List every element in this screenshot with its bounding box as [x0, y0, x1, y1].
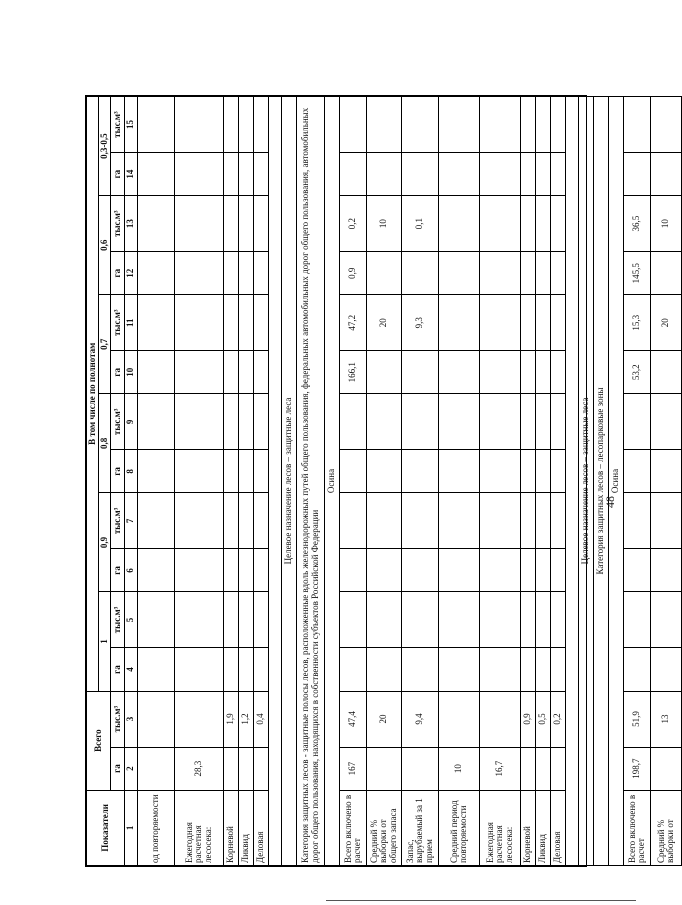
table-cell — [521, 549, 536, 592]
table-cell — [340, 394, 367, 450]
table-cell: 16,7 — [480, 747, 521, 790]
table-cell — [239, 450, 254, 493]
table-cell — [175, 97, 224, 153]
table-cell — [254, 351, 269, 394]
column-number: 10 — [125, 351, 138, 394]
table-cell — [480, 295, 521, 351]
column-number: 9 — [125, 394, 138, 450]
table-cell: 0,5 — [536, 691, 551, 747]
table-cell — [624, 97, 651, 153]
table-cell — [138, 97, 175, 153]
table-cell — [239, 747, 254, 790]
table-cell — [480, 592, 521, 648]
bottom-edge-line — [326, 900, 636, 901]
table-cell — [551, 196, 566, 252]
section-category: Категория защитных лесов – лесопарковые зоны — [594, 97, 609, 866]
table-cell — [439, 450, 480, 493]
table-cell — [439, 592, 480, 648]
table-cell — [480, 394, 521, 450]
table-cell — [536, 196, 551, 252]
table-cell — [536, 648, 551, 691]
column-number: 15 — [125, 97, 138, 153]
table-cell — [439, 196, 480, 252]
table-cell: 47,2 — [340, 295, 367, 351]
table-cell — [239, 196, 254, 252]
table-cell — [624, 648, 651, 691]
table-row — [521, 97, 536, 866]
table-cell — [480, 493, 521, 549]
table-cell — [254, 295, 269, 351]
table-cell — [138, 196, 175, 252]
row-label: Деловая — [551, 790, 566, 865]
column-number: 14 — [125, 153, 138, 196]
row-label: Ежегодная расчетная лесосека: — [480, 790, 521, 865]
section-row — [282, 97, 297, 866]
table-cell — [624, 549, 651, 592]
column-number: 7 — [125, 493, 138, 549]
section-row — [297, 97, 325, 866]
table-cell — [439, 648, 480, 691]
header-density-07: 0,7 — [99, 295, 111, 394]
table-cell — [439, 394, 480, 450]
table-cell — [175, 592, 224, 648]
table-cell — [138, 153, 175, 196]
table-cell — [175, 648, 224, 691]
blank-row — [566, 97, 579, 866]
table-cell — [138, 493, 175, 549]
table-cell — [521, 450, 536, 493]
table-cell — [521, 351, 536, 394]
table-cell — [224, 295, 239, 351]
table-cell — [239, 648, 254, 691]
table-cell — [480, 196, 521, 252]
table-cell — [239, 252, 254, 295]
table-cell — [224, 394, 239, 450]
table-cell — [224, 351, 239, 394]
table-cell — [224, 450, 239, 493]
table-cell: 1,2 — [239, 691, 254, 747]
table-cell — [224, 97, 239, 153]
table-cell — [480, 97, 521, 153]
unit-m3: тыс.м³ — [111, 493, 125, 549]
unit-m3: тыс.м³ — [111, 295, 125, 351]
table-cell: 0,9 — [340, 252, 367, 295]
table-cell — [624, 153, 651, 196]
table-cell — [551, 747, 566, 790]
table-cell — [480, 648, 521, 691]
table-cell — [402, 747, 439, 790]
table-cell: 1,9 — [224, 691, 239, 747]
table-cell — [402, 648, 439, 691]
table-cell — [480, 252, 521, 295]
table-cell — [367, 252, 402, 295]
table-cell — [480, 691, 521, 747]
row-label: Ликвид — [536, 790, 551, 865]
unit-m3: тыс.м³ — [111, 394, 125, 450]
table-cell — [521, 153, 536, 196]
table-cell — [340, 97, 367, 153]
table-cell — [367, 394, 402, 450]
column-number: 3 — [125, 691, 138, 747]
table-cell — [239, 592, 254, 648]
table-cell — [138, 592, 175, 648]
table-cell — [402, 592, 439, 648]
table-row — [138, 97, 175, 866]
species-heading: Осина — [325, 97, 340, 866]
table-cell — [224, 252, 239, 295]
table-cell: 53,2 — [624, 351, 651, 394]
section-row — [609, 97, 624, 866]
header-density-06: 0,6 — [99, 196, 111, 295]
table-cell — [551, 394, 566, 450]
table-cell: 145,5 — [624, 252, 651, 295]
table-cell — [367, 592, 402, 648]
table-cell — [340, 153, 367, 196]
table-cell: 47,4 — [340, 691, 367, 747]
forest-calculation-table — [86, 96, 682, 866]
table-cell — [536, 592, 551, 648]
table-cell — [402, 394, 439, 450]
column-number: 6 — [125, 549, 138, 592]
table-cell: 10 — [651, 196, 682, 252]
table-cell — [224, 648, 239, 691]
row-label: Запас, вырубаемый за 1 прием — [402, 790, 439, 865]
header-density-08: 0,8 — [99, 394, 111, 493]
table-cell — [439, 493, 480, 549]
column-number: 1 — [125, 790, 138, 865]
row-label: Средний период повторяемости — [439, 790, 480, 865]
column-number: 8 — [125, 450, 138, 493]
table-cell — [439, 97, 480, 153]
table-cell — [536, 493, 551, 549]
table-cell — [536, 394, 551, 450]
table-row — [340, 97, 367, 866]
table-cell — [521, 196, 536, 252]
table-cell: 0,4 — [254, 691, 269, 747]
table-cell — [175, 295, 224, 351]
table-row — [175, 97, 224, 866]
table-cell — [402, 351, 439, 394]
table-cell — [224, 747, 239, 790]
table-cell — [521, 295, 536, 351]
table-cell — [521, 648, 536, 691]
blank-row — [269, 97, 282, 866]
table-cell — [340, 493, 367, 549]
header-density-09: 0,9 — [99, 493, 111, 592]
table-cell: 36,5 — [624, 196, 651, 252]
table-cell — [551, 648, 566, 691]
table-cell: 20 — [367, 295, 402, 351]
row-label: Деловая — [254, 790, 269, 865]
unit-ha: га — [111, 648, 125, 691]
table-cell — [138, 450, 175, 493]
table-cell — [536, 351, 551, 394]
table-cell — [239, 153, 254, 196]
table-cell — [551, 153, 566, 196]
table-cell: 28,3 — [175, 747, 224, 790]
table-cell — [175, 549, 224, 592]
table-cell — [367, 747, 402, 790]
table-row — [224, 97, 239, 866]
table-cell — [367, 450, 402, 493]
table-cell — [138, 648, 175, 691]
table-cell — [651, 351, 682, 394]
table-cell: 9,4 — [402, 691, 439, 747]
table-cell — [138, 691, 175, 747]
table-row — [254, 97, 269, 866]
table-cell: 0,2 — [340, 196, 367, 252]
table-cell — [224, 592, 239, 648]
table-cell: 20 — [651, 295, 682, 351]
table-cell — [536, 450, 551, 493]
table-cell — [439, 691, 480, 747]
table-row — [367, 97, 402, 866]
table-cell — [254, 252, 269, 295]
table-cell — [480, 153, 521, 196]
table-cell — [254, 747, 269, 790]
table-cell — [521, 97, 536, 153]
table-cell — [551, 549, 566, 592]
table-cell — [536, 549, 551, 592]
table-row — [480, 97, 521, 866]
table-cell: 166,1 — [340, 351, 367, 394]
table-cell — [340, 592, 367, 648]
table-cell — [254, 394, 269, 450]
table-cell — [254, 196, 269, 252]
blank-cell — [269, 97, 282, 866]
table-cell — [480, 549, 521, 592]
table-cell — [254, 549, 269, 592]
species-heading: Осина — [609, 97, 624, 866]
unit-ha: га — [111, 153, 125, 196]
section-category: Категория защитных лесов - защитные полосы лесов, расположенные вдоль железнодорожных путей общего пользования, федеральных автомобильных дорог общего пользования, автомобильных дорог общего пользования, находящихся в собственности субъектов Российской Федерации — [297, 97, 325, 866]
table-cell — [521, 592, 536, 648]
table-cell — [254, 97, 269, 153]
table-row — [402, 97, 439, 866]
blank-cell — [566, 97, 579, 866]
column-number: 11 — [125, 295, 138, 351]
table-cell — [138, 747, 175, 790]
table-cell — [254, 592, 269, 648]
table-cell — [254, 648, 269, 691]
table-cell — [175, 196, 224, 252]
table-cell — [521, 252, 536, 295]
table-row — [239, 97, 254, 866]
unit-m3: тыс.м³ — [111, 97, 125, 153]
table-cell: 10 — [439, 747, 480, 790]
table-cell — [402, 450, 439, 493]
table-cell — [439, 295, 480, 351]
table-cell: 167 — [340, 747, 367, 790]
table-cell — [254, 450, 269, 493]
table-cell — [402, 153, 439, 196]
unit-m3: тыс.м³ — [111, 196, 125, 252]
unit-ha: га — [111, 450, 125, 493]
table-cell — [175, 153, 224, 196]
table-cell — [402, 97, 439, 153]
table-cell — [651, 252, 682, 295]
row-label: Средний % выборки от — [651, 790, 682, 865]
row-label: Корневой — [224, 790, 239, 865]
table-cell — [521, 747, 536, 790]
table-cell — [651, 450, 682, 493]
table-row — [439, 97, 480, 866]
table-cell — [340, 450, 367, 493]
table-cell — [402, 252, 439, 295]
page-number: 48 — [603, 496, 617, 508]
table-cell: 13 — [651, 691, 682, 747]
table-cell — [551, 351, 566, 394]
unit-ha: га — [111, 351, 125, 394]
table-cell — [340, 549, 367, 592]
header-density-1: 1 — [99, 592, 111, 691]
table-cell — [480, 351, 521, 394]
header-indicators: Показатели — [87, 790, 125, 865]
table-cell — [536, 153, 551, 196]
section-purpose: Целевое назначение лесов – защитные леса — [579, 97, 594, 866]
table-cell — [521, 493, 536, 549]
table-cell — [175, 252, 224, 295]
table-cell — [175, 450, 224, 493]
table-cell — [624, 592, 651, 648]
table-row — [651, 97, 682, 866]
unit-ha: га — [111, 747, 125, 790]
table-cell: 51,9 — [624, 691, 651, 747]
table-cell: 15,3 — [624, 295, 651, 351]
table-cell — [138, 252, 175, 295]
table-cell — [367, 648, 402, 691]
table-cell — [624, 493, 651, 549]
table-cell — [138, 351, 175, 394]
header-density-03-05: 0,3-0,5 — [99, 97, 111, 196]
table-cell — [651, 153, 682, 196]
table-cell — [551, 97, 566, 153]
section-row — [579, 97, 594, 866]
row-label: Корневой — [521, 790, 536, 865]
table-cell — [254, 153, 269, 196]
table-cell — [402, 549, 439, 592]
row-label: Ликвид — [239, 790, 254, 865]
table-cell — [624, 450, 651, 493]
column-number: 5 — [125, 592, 138, 648]
table-cell — [367, 153, 402, 196]
table-cell — [439, 153, 480, 196]
table-cell — [175, 493, 224, 549]
table-cell — [402, 493, 439, 549]
table-cell — [254, 493, 269, 549]
table-cell — [651, 549, 682, 592]
table-cell — [239, 394, 254, 450]
table-cell — [239, 351, 254, 394]
row-label: Всего включено в расчет — [340, 790, 367, 865]
row-label: Средний % выборки от общего запаса — [367, 790, 402, 865]
table-cell — [536, 747, 551, 790]
table-cell — [624, 394, 651, 450]
table-cell: 20 — [367, 691, 402, 747]
table-cell — [224, 196, 239, 252]
table-cell — [536, 295, 551, 351]
table-cell: 0,9 — [521, 691, 536, 747]
table-cell — [175, 394, 224, 450]
table-cell — [340, 648, 367, 691]
header-incl-density: В том числе по полнотам — [87, 97, 99, 692]
table-cell: 9,3 — [402, 295, 439, 351]
table-cell — [521, 394, 536, 450]
unit-m3: тыс.м³ — [111, 691, 125, 747]
table-cell — [239, 493, 254, 549]
table-cell — [175, 691, 224, 747]
table-cell — [239, 549, 254, 592]
header-total: Всего — [87, 691, 111, 790]
table-cell — [138, 295, 175, 351]
table-cell — [224, 549, 239, 592]
column-number: 2 — [125, 747, 138, 790]
table-cell: 0,2 — [551, 691, 566, 747]
row-label: од повторяемости — [138, 790, 175, 865]
unit-ha: га — [111, 549, 125, 592]
table-cell — [651, 747, 682, 790]
section-row — [594, 97, 609, 866]
column-number: 12 — [125, 252, 138, 295]
unit-ha: га — [111, 252, 125, 295]
table-cell — [439, 351, 480, 394]
table-cell — [367, 493, 402, 549]
table-cell — [367, 549, 402, 592]
table-cell: 10 — [367, 196, 402, 252]
section-row — [325, 97, 340, 866]
table-cell — [551, 493, 566, 549]
table-cell — [551, 450, 566, 493]
table-cell — [651, 592, 682, 648]
table-cell — [439, 549, 480, 592]
column-number: 4 — [125, 648, 138, 691]
table-row — [551, 97, 566, 866]
table-cell — [367, 351, 402, 394]
table-cell — [224, 153, 239, 196]
table-cell — [239, 295, 254, 351]
table-cell — [651, 493, 682, 549]
unit-m3: тыс.м³ — [111, 592, 125, 648]
column-number: 13 — [125, 196, 138, 252]
table-cell — [551, 295, 566, 351]
table-cell: 0,1 — [402, 196, 439, 252]
table-cell — [175, 351, 224, 394]
table-cell — [651, 394, 682, 450]
table-cell — [439, 252, 480, 295]
table-cell — [651, 97, 682, 153]
table-cell — [536, 97, 551, 153]
table-cell — [224, 493, 239, 549]
table-cell: 198,7 — [624, 747, 651, 790]
table-cell — [138, 549, 175, 592]
table-cell — [651, 648, 682, 691]
table-cell — [551, 592, 566, 648]
row-label: Всего включено в расчет — [624, 790, 651, 865]
table-cell — [239, 97, 254, 153]
table-row — [536, 97, 551, 866]
row-label: Ежегодная расчетная лесосека: — [175, 790, 224, 865]
table-cell — [367, 97, 402, 153]
table-cell — [480, 450, 521, 493]
table-row — [624, 97, 651, 866]
table-cell — [138, 394, 175, 450]
table-cell — [536, 252, 551, 295]
table-cell — [551, 252, 566, 295]
section-purpose: Целевое назначение лесов – защитные леса — [282, 97, 297, 866]
